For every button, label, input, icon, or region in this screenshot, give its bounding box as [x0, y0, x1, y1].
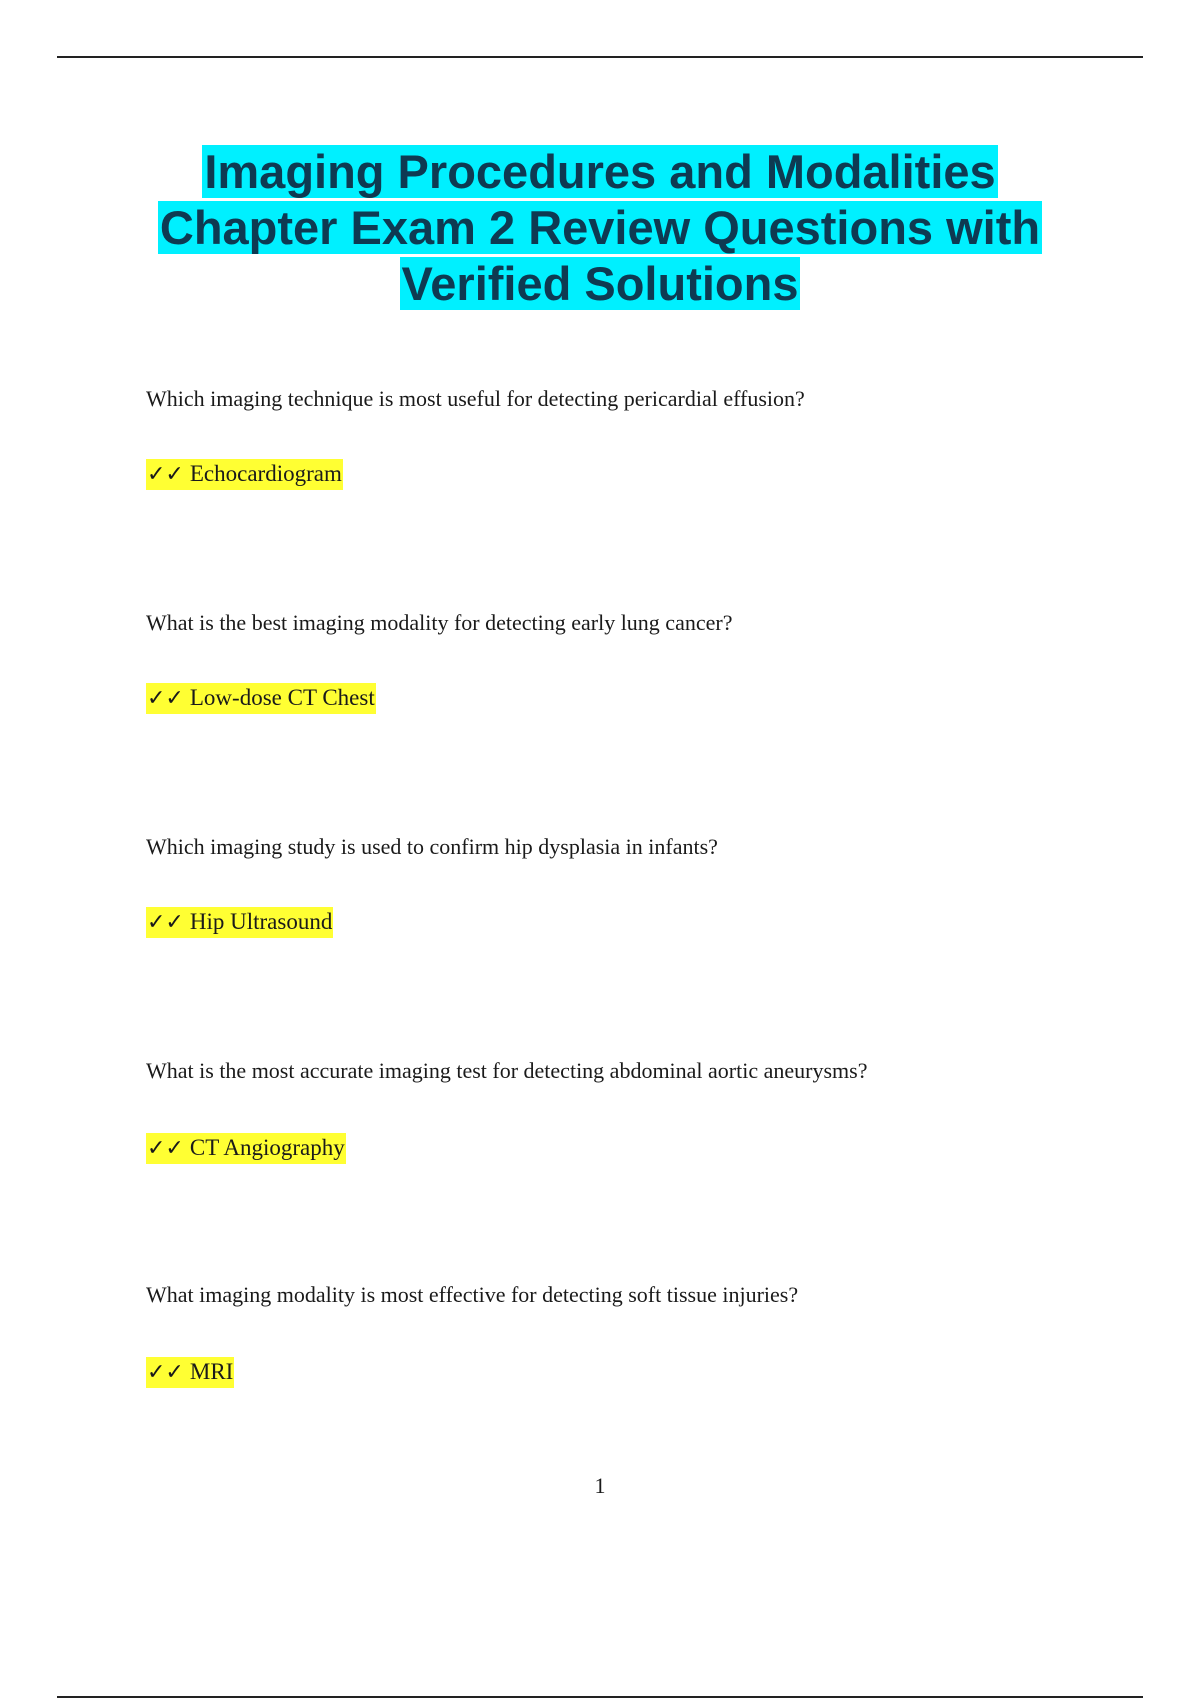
- page-number: 1: [594, 1473, 606, 1498]
- qa-item-4: [146, 1057, 1106, 1161]
- answer-highlight: [146, 459, 343, 490]
- answer-text: Echocardiogram: [189, 461, 342, 486]
- answer-highlight: [146, 907, 333, 938]
- top-rule: [57, 56, 1143, 58]
- double-check-icon: ✓✓: [147, 686, 184, 711]
- question-text: What imaging modality is most effective for detecting soft tissue injuries?: [146, 1282, 799, 1307]
- answer-text: Low-dose CT Chest: [189, 685, 375, 710]
- question-text: What is the best imaging modality for detecting early lung cancer?: [146, 610, 733, 635]
- qa-item-5: [146, 1281, 1106, 1385]
- double-check-icon: ✓✓: [147, 462, 184, 487]
- double-check-icon: ✓✓: [147, 910, 184, 935]
- title-line-1: Imaging Procedures and Modalities: [204, 145, 996, 198]
- answer-text: MRI: [189, 1359, 234, 1384]
- answer-text: Hip Ultrasound: [189, 909, 333, 934]
- answer-text: CT Angiography: [189, 1135, 345, 1160]
- qa-item-2: [146, 609, 1106, 711]
- qa-item-3: [146, 833, 1106, 935]
- question-text: Which imaging technique is most useful for detecting pericardial effusion?: [146, 386, 805, 411]
- answer-highlight: [146, 1357, 234, 1388]
- double-check-icon: ✓✓: [147, 1360, 184, 1385]
- answer-highlight: [146, 683, 376, 714]
- question-text: Which imaging study is used to confirm hip dysplasia in infants?: [146, 834, 718, 859]
- double-check-icon: ✓✓: [147, 1136, 184, 1161]
- answer-highlight: [146, 1133, 346, 1164]
- title-line-2: Chapter Exam 2 Review Questions with: [159, 201, 1041, 254]
- title-line-3: Verified Solutions: [401, 257, 799, 310]
- qa-item-1: [146, 385, 1106, 487]
- bottom-rule: [57, 1696, 1143, 1698]
- question-text: What is the most accurate imaging test for detecting abdominal aortic aneurysms?: [146, 1058, 868, 1083]
- document-title: [0, 144, 1200, 312]
